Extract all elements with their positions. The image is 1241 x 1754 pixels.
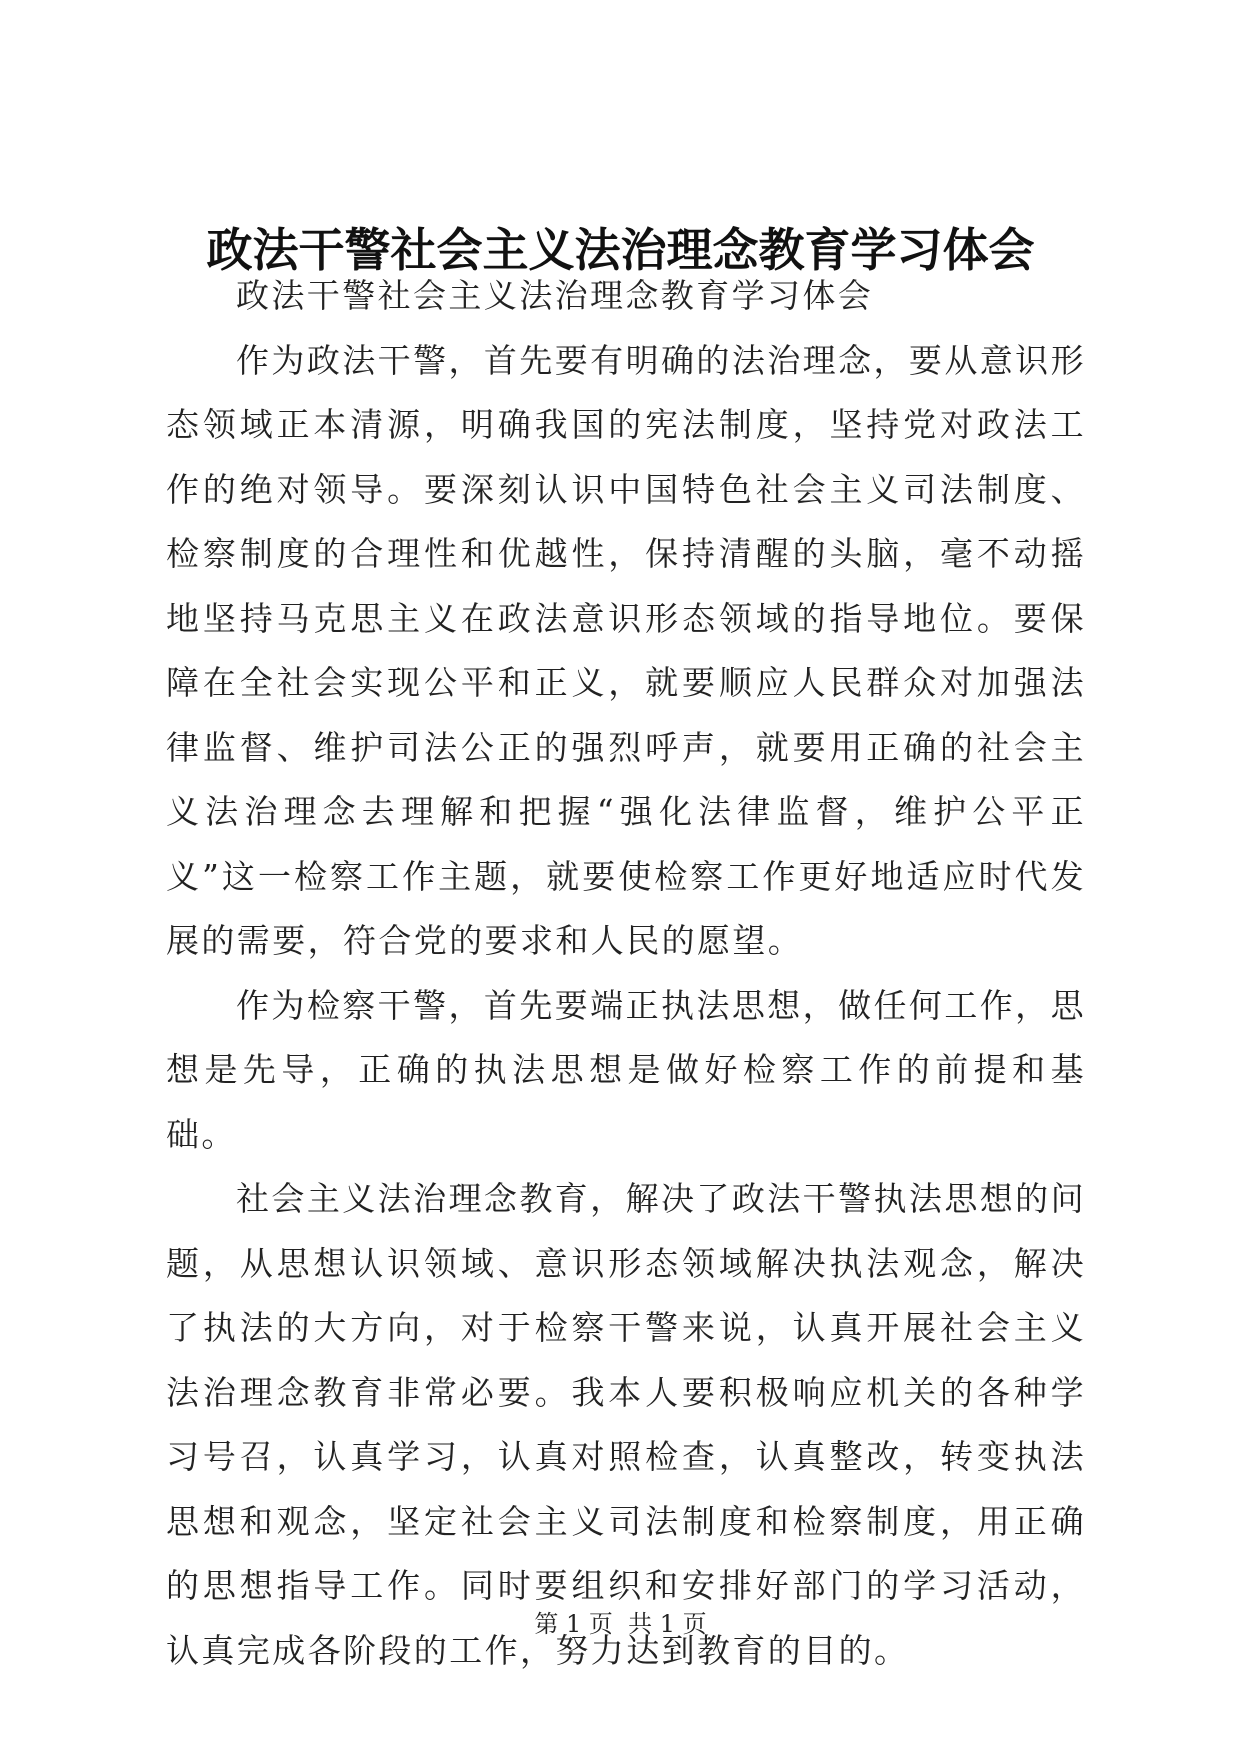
paragraph-1: 作为政法干警，首先要有明确的法治理念，要从意识形态领域正本清源，明确我国的宪法制度，坚持党对政法工作的绝对领导。要深刻认识中国特色社会主义司法制度、检察制度的合理性和优越性，保持清醒的头脑，毫不动摇地坚持马克思主义在政法意识形态领域的指导地位。要保障在全社会实现公平和正义，就要顺应人民群众对加强法律监督、维护司法公正的强烈呼声，就要用正确的社会主义法治理念去理解和把握“强化法律监督，维护公平正义”这一检察工作主题，就要使检察工作更好地适应时代发展的需要，符合党的要求和人民的愿望。 [166,340,1086,960]
paragraph-3: 社会主义法治理念教育，解决了政法干警执法思想的问题，从思想认识领域、意识形态领域解决执法观念，解决了执法的大方向，对于检察干警来说，认真开展社会主义法治理念教育非常必要。我本人要积极响应机关的各种学习号召，认真学习，认真对照检查，认真整改，转变执法思想和观念，坚定社会主义司法制度和检察制度，用正确的思想指导工作。同时要组织和安排好部门的学习活动，认真完成各阶段的工作，努力达到教育的目的。 [166,1179,1086,1670]
document-subtitle: 政法干警社会主义法治理念教育学习体会 [236,276,874,315]
document-body [166,264,1086,1683]
document-title: 政法干警社会主义法治理念教育学习体会 [206,223,1035,277]
paragraph-2: 作为检察干警，首先要端正执法思想，做任何工作，思想是先导，正确的执法思想是做好检察工作的前提和基础。 [166,985,1086,1154]
page-number-label: 第 1 页 共 1 页 [534,1610,707,1638]
page-footer [0,1608,1241,1640]
